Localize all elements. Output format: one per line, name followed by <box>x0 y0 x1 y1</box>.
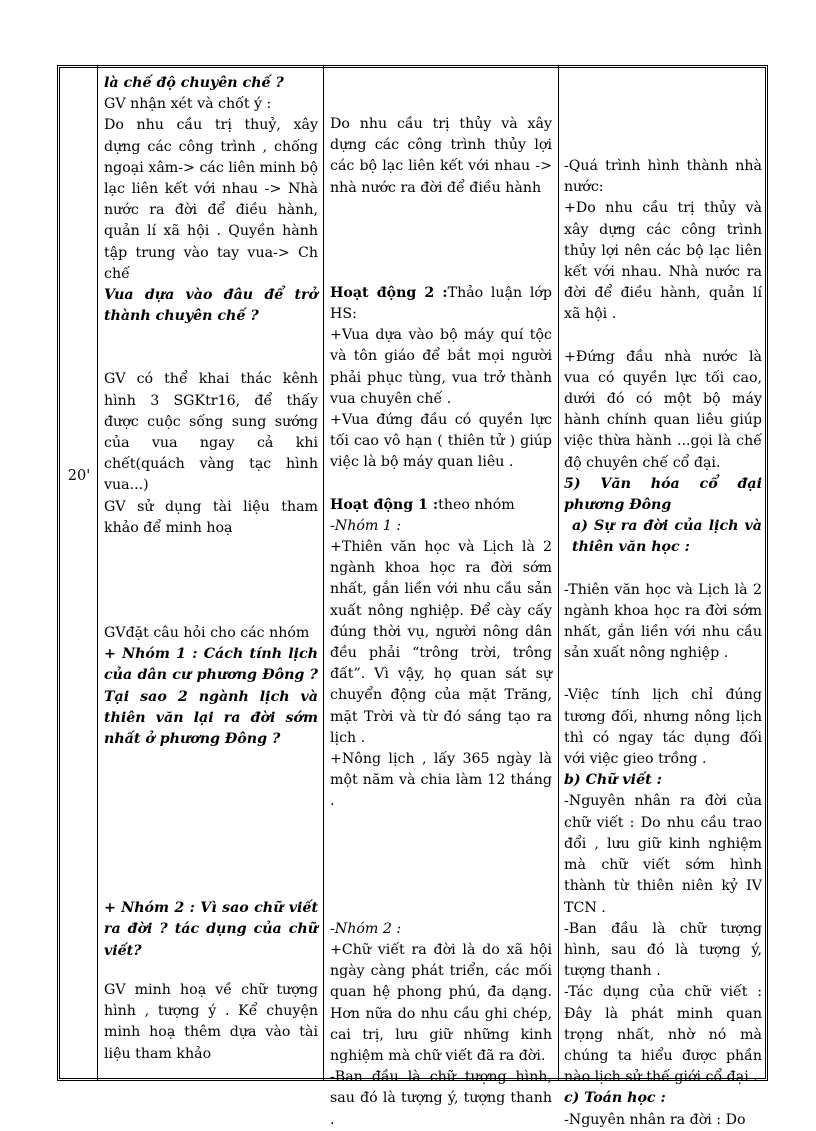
teacher-text: + Nhóm 1 : Cách tính lịch của dân cư phương Đông ? Tại sao 2 ngành lịch và thiên văn lại ra đời sớm nhất ở phương Đông ? <box>104 646 318 748</box>
content-text: a) Sự ra đời của lịch và thiên văn học : <box>572 518 762 556</box>
content-paragraph <box>564 516 762 558</box>
teacher-text: Do nhu cầu trị thuỷ, xây dựng các công trình , chống ngoại xâm-> các liên minh bộ lạc liên kết với nhau -> Nhà nước ra đời để điều hành, quản lí xã hội . Quyền hành tập trung vào tay vua-> Ch chế <box>104 117 318 282</box>
student-text: +Vua đứng đầu có quyền lực tối cao vô hạn ( thiên tử ) giúp việc là bộ máy quan liêu . <box>330 412 552 471</box>
student-text-suffix: Thảo luận lớp HS: <box>330 284 552 323</box>
student-activity-column <box>330 114 552 1131</box>
content-text: +Đứng đầu nhà nước là vua có quyền lực tối cao, dưới đó có một bộ máy hành chính quan liêu giúp việc thừa hành ...gọi là chế độ chuyên chế cổ đại. <box>564 348 762 471</box>
teacher-text: GV nhận xét và chốt ý : <box>104 96 272 113</box>
student-text: Hoạt động 1 : <box>330 496 439 513</box>
content-paragraph <box>564 1088 762 1109</box>
student-paragraph <box>330 919 552 940</box>
content-paragraph <box>564 156 762 198</box>
teacher-text: GVđặt câu hỏi cho các nhóm <box>104 625 310 642</box>
student-paragraph <box>330 410 552 474</box>
content-paragraph <box>564 791 762 918</box>
teacher-paragraph <box>104 644 318 750</box>
teacher-text: là chế độ chuyên chế ? <box>104 75 284 91</box>
lesson-content-column <box>564 156 762 1131</box>
teacher-paragraph <box>104 497 318 539</box>
content-paragraph <box>564 770 762 791</box>
content-paragraph <box>564 347 762 474</box>
teacher-activity-column <box>104 73 318 1065</box>
teacher-paragraph <box>104 980 318 1065</box>
column-divider-3 <box>558 65 559 1081</box>
student-text-suffix: theo nhóm <box>438 496 515 513</box>
student-text: Hoạt động 2 : <box>330 284 448 301</box>
content-paragraph <box>564 580 762 665</box>
content-paragraph <box>564 919 762 983</box>
teacher-paragraph <box>104 73 318 94</box>
student-paragraph <box>330 1067 552 1131</box>
teacher-paragraph <box>104 115 318 285</box>
content-paragraph <box>564 685 762 770</box>
content-paragraph <box>564 982 762 1088</box>
student-text: +Nông lịch , lấy 365 ngày là một năm và chia làm 12 tháng . <box>330 751 552 810</box>
student-paragraph <box>330 940 552 1067</box>
content-text: -Ban đầu là chữ tượng hình, sau đó là tượng ý, tượng thanh . <box>564 920 762 980</box>
column-divider-1 <box>97 65 98 1081</box>
student-paragraph <box>330 537 552 749</box>
content-text: b) Chữ viết : <box>564 772 662 789</box>
content-text: 5) Văn hóa cổ đại phương Đông <box>564 475 762 514</box>
content-paragraph <box>564 474 762 516</box>
content-text: -Quá trình hình thành nhà nước: <box>564 158 762 196</box>
content-text: -Thiên văn học và Lịch là 2 ngành khoa học ra đời sớm nhất, gắn liền với nhu cầu sản xuất nông nghiệp . <box>564 581 762 662</box>
student-paragraph <box>330 516 552 537</box>
content-text: +Do nhu cầu trị thủy và xây dựng các công trình thủy lợi nên các bộ lạc liên kết với nhau. Nhà nước ra đời để điều hành, quản lí xã hội . <box>564 200 762 323</box>
student-text: +Thiên văn học và Lịch là 2 ngành khoa học ra đời sớm nhất, gắn liền với nhu cầu sản xuất nông nghiệp. Để cày cấy đúng thời vụ, người nông dân đều phải “trông trời, trông đất”. Vì vậy, họ quan sát sự chuyển động của mặt Trăng, mặt Trời và từ đó sáng tạo ra lịch . <box>330 539 552 746</box>
content-text: -Nguyên nhân ra đời của chữ viết : Do nhu cầu trao đổi , lưu giữ kinh nghiệm mà chữ viết sớm hình thành từ thiên niên kỷ IV TCN . <box>564 793 762 916</box>
teacher-text: Vua dựa vào đâu để trở thành chuyên chế ? <box>104 287 318 325</box>
teacher-text: GV sử dụng tài liệu tham khảo để minh hoạ <box>104 498 318 536</box>
teacher-text: GV minh hoạ về chữ tượng hình , tượng ý . Kể chuyện minh hoạ thêm dựa vào tài liệu tham khảo <box>104 981 318 1062</box>
teacher-text: + Nhóm 2 : Vì sao chữ viết ra đời ? tác dụng của chữ viết? <box>104 900 318 959</box>
student-paragraph <box>330 114 552 199</box>
student-paragraph <box>330 325 552 410</box>
teacher-paragraph <box>104 898 318 962</box>
time-cell: 20' <box>67 468 91 484</box>
student-text: -Ban đầu là chữ tượng hình, sau đó là tượng ý, tượng thanh . <box>330 1069 552 1128</box>
teacher-paragraph <box>104 369 318 496</box>
student-text: Do nhu cầu trị thủy và xây dựng các công trình thủy lợi các bộ lạc liên kết với nhau -> nhà nước ra đời để điều hành <box>330 116 552 196</box>
teacher-text: GV có thể khai thác kênh hình 3 SGKtr16, để thấy được cuộc sống sung sướng của vua ngay cả khi chết(quách vàng tạc hình vua...) <box>104 371 318 494</box>
student-paragraph <box>330 495 552 516</box>
student-paragraph <box>330 283 552 325</box>
student-text: +Vua dựa vào bộ máy quí tộc và tôn giáo để bắt mọi người phải phục tùng, vua trở thành vua chuyên chế . <box>330 327 552 407</box>
content-text: c) Toán học : <box>564 1090 666 1107</box>
content-text: -Tác dụng của chữ viết : Đây là phát minh quan trọng nhất, nhờ nó mà chúng ta hiểu được phần nào lịch sử thế giới cổ đại . <box>564 984 762 1086</box>
teacher-paragraph <box>104 623 318 644</box>
student-text: +Chữ viết ra đời là do xã hội ngày càng phát triển, các mối quan hệ phong phú, đa dạng. Hơn nữa do nhu cầu ghi chép, cai trị, lưu giữ những kinh nghiệm mà chữ viết đã ra đời. <box>330 941 552 1064</box>
student-text: -Nhóm 2 : <box>330 920 402 937</box>
student-text: -Nhóm 1 : <box>330 517 402 534</box>
teacher-paragraph <box>104 94 318 115</box>
content-paragraph <box>564 198 762 325</box>
content-paragraph <box>564 1110 762 1131</box>
column-divider-2 <box>323 65 324 1081</box>
student-paragraph <box>330 749 552 813</box>
content-text: -Nguyên nhân ra đời : Do <box>564 1111 746 1128</box>
content-text: -Việc tính lịch chỉ đúng tương đối, nhưng nông lịch thì có ngay tác dụng đối với việc gieo trồng . <box>564 687 762 768</box>
teacher-paragraph <box>104 285 318 327</box>
